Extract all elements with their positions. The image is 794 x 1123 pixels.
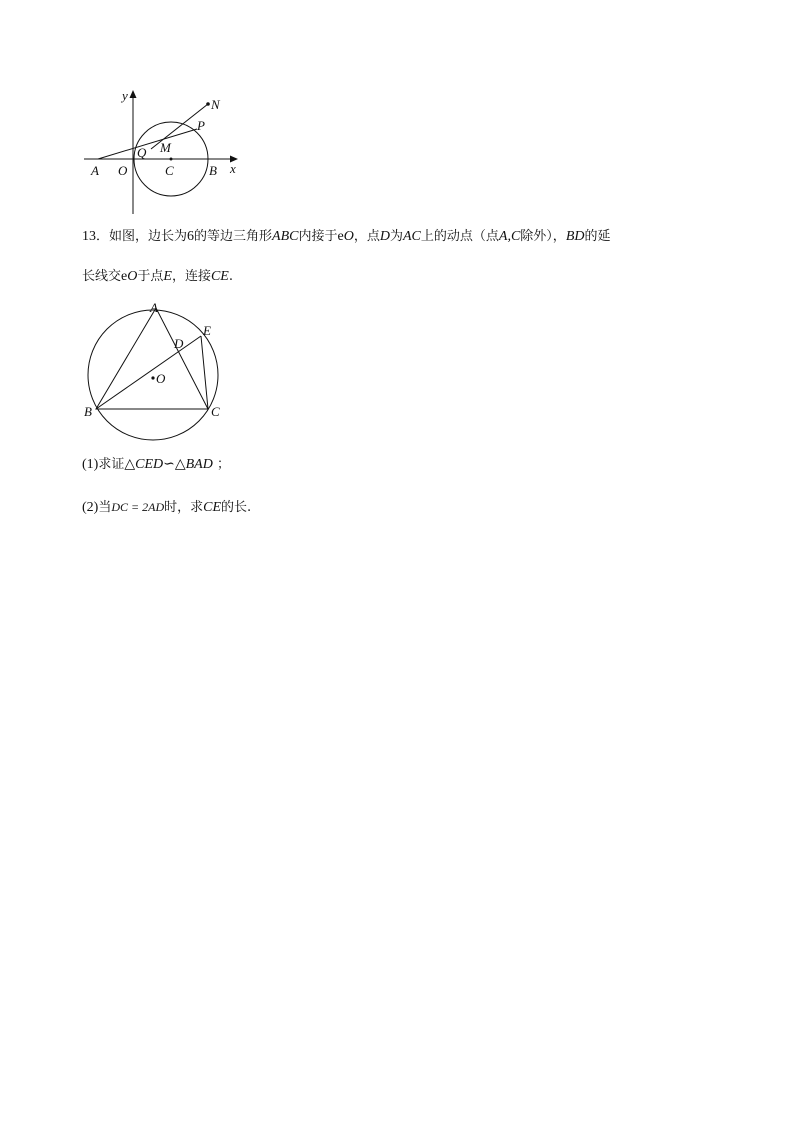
label-c: C <box>165 163 174 178</box>
label-b: B <box>84 404 92 419</box>
label-x: x <box>230 161 236 176</box>
label-m: M <box>160 140 171 155</box>
problem-number: 13 <box>82 229 96 244</box>
similarity-expression: △CED∽△BAD <box>124 457 213 472</box>
label-d: D <box>174 336 184 351</box>
part-1: (1)求证△CED∽△BAD ； <box>82 457 230 472</box>
point-c <box>170 158 173 161</box>
problem-13-line-2: 长线交eO于点E，连接CE. <box>82 269 233 284</box>
label-c: C <box>211 404 220 419</box>
condition-expression: DC = 2AD <box>111 500 165 514</box>
label-o: O <box>156 371 166 386</box>
center-o-dot <box>151 376 154 379</box>
label-a: A <box>150 300 158 315</box>
problem-13-line-1: 13．如图，边长为6的等边三角形ABC内接于eO，点D为AC上的动点（点A,C除外），BD的延 <box>82 229 611 244</box>
label-y: y <box>122 88 128 103</box>
label-p: P <box>197 118 205 133</box>
coordinate-circle-figure <box>80 86 250 216</box>
point-n <box>206 102 210 106</box>
inscribed-triangle-figure <box>80 298 230 444</box>
label-q: Q <box>137 145 147 160</box>
label-b: B <box>209 163 217 178</box>
label-a: A <box>91 163 99 178</box>
circle-o <box>88 310 218 440</box>
label-o: O <box>118 163 128 178</box>
circle-symbol: e <box>121 269 128 284</box>
label-n: N <box>211 97 220 112</box>
part-2: (2)当DC = 2AD时，求CE的长. <box>82 500 252 515</box>
label-e: E <box>203 323 211 338</box>
circle-symbol: e <box>337 229 344 244</box>
y-axis-arrow <box>130 90 137 98</box>
line-b-e <box>96 336 201 409</box>
line-a-p <box>98 129 197 159</box>
triangle-abc <box>96 308 208 409</box>
